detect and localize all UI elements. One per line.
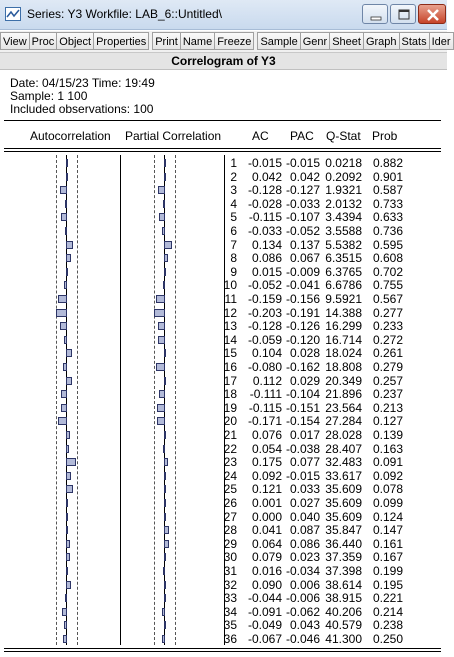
- qstat-cell: 9.5921: [325, 292, 362, 306]
- ac-bar: [64, 621, 67, 629]
- pac-cell: 0.077: [289, 455, 320, 470]
- qstat-cell: 5.5382: [325, 237, 362, 252]
- ac-bar: [66, 458, 76, 466]
- pac-bar: [162, 635, 165, 643]
- prob-cell: 0.091: [372, 455, 403, 470]
- ac-header: AC: [252, 129, 269, 143]
- ac-bar: [66, 472, 71, 480]
- prob-cell: 0.147: [372, 523, 403, 538]
- ac-cell: -0.091: [247, 604, 282, 619]
- pac-header: PAC: [290, 129, 314, 143]
- prob-cell: 0.587: [372, 183, 403, 198]
- lag-cell: 19: [223, 400, 237, 415]
- ac-bar: [65, 227, 67, 235]
- lag-cell: 12: [223, 305, 237, 320]
- pac-bar: [164, 458, 168, 466]
- ac-bar: [60, 186, 67, 194]
- freeze-button[interactable]: Freeze: [214, 32, 254, 50]
- qstat-cell: 18.808: [325, 360, 362, 374]
- ac-bar: [63, 635, 67, 643]
- pac-cell: -0.107: [285, 210, 320, 225]
- sheet-button[interactable]: Sheet: [329, 32, 364, 50]
- lag-cell: 17: [223, 373, 237, 388]
- genr-button[interactable]: Genr: [300, 32, 330, 50]
- qstat-cell: 6.6786: [325, 278, 362, 293]
- pac-cell: -0.151: [285, 400, 320, 415]
- ac-bar: [65, 594, 67, 602]
- ac-bar: [66, 540, 70, 548]
- prob-cell: 0.195: [372, 577, 403, 592]
- close-icon: [419, 5, 447, 25]
- ac-bar: [66, 445, 69, 453]
- sample-line: Sample: 1 100: [10, 89, 88, 103]
- ac-bar: [66, 349, 72, 357]
- prob-cell: 0.633: [372, 210, 403, 225]
- stats-button[interactable]: Stats: [399, 32, 430, 50]
- ac-cell: -0.203: [247, 305, 282, 320]
- pac-bar: [154, 309, 165, 317]
- pac-cell: 0.067: [289, 251, 320, 266]
- prob-cell: 0.567: [372, 292, 403, 306]
- ident-button[interactable]: Ider: [429, 32, 454, 50]
- pac-cell: -0.038: [285, 441, 320, 456]
- ac-cell: -0.028: [247, 196, 282, 211]
- ac-bar: [62, 608, 67, 616]
- pac-cell: -0.127: [285, 183, 320, 198]
- prob-cell: 0.078: [372, 482, 403, 497]
- ac-bar: [64, 336, 67, 344]
- lag-cell: 25: [223, 482, 237, 497]
- pac-cell: 0.042: [289, 169, 320, 184]
- prob-cell: 0.199: [372, 564, 403, 578]
- qstat-cell: 38.614: [325, 577, 362, 592]
- prob-cell: 0.250: [372, 632, 403, 646]
- pac-bar: [158, 336, 165, 344]
- prob-cell: 0.257: [372, 373, 403, 388]
- pac-cell: -0.034: [285, 564, 320, 578]
- ac-cell: -0.067: [247, 632, 282, 646]
- pac-cell: 0.027: [289, 496, 320, 510]
- ac-bar: [66, 581, 71, 589]
- toolbar: [0, 31, 451, 53]
- ac-bar: [66, 485, 73, 493]
- prob-cell: 0.099: [372, 496, 403, 510]
- lag-cell: 29: [223, 536, 237, 551]
- pac-cell: -0.041: [285, 278, 320, 293]
- pac-bar: [164, 254, 168, 262]
- pac-bar: [163, 200, 165, 208]
- lag-cell: 34: [223, 604, 237, 619]
- qstat-cell: 2.0132: [325, 196, 362, 211]
- prob-header: Prob: [372, 129, 398, 143]
- prob-cell: 0.595: [372, 237, 403, 252]
- ac-cell: 0.079: [251, 550, 282, 565]
- pac-bar: [164, 159, 166, 167]
- ac-cell: -0.059: [247, 332, 282, 347]
- ac-bar: [66, 567, 68, 575]
- qstat-cell: 27.284: [325, 414, 362, 429]
- qstat-cell: 18.024: [325, 346, 362, 361]
- ac-cell: -0.080: [247, 360, 282, 374]
- pac-cell: -0.006: [285, 591, 320, 606]
- pac-bar: [158, 322, 165, 330]
- partial-correlation-graph: [145, 155, 185, 645]
- pac-cell: -0.104: [285, 387, 320, 402]
- pac-cell: 0.033: [289, 482, 320, 497]
- lag-cell: 23: [223, 455, 237, 470]
- qstat-cell: 41.300: [325, 632, 362, 646]
- ac-cell: 0.041: [251, 523, 282, 538]
- ac-bar: [66, 499, 68, 507]
- prob-cell: 0.755: [372, 278, 403, 293]
- prob-cell: 0.272: [372, 332, 403, 347]
- prob-cell: 0.213: [372, 400, 403, 415]
- prob-cell: 0.163: [372, 441, 403, 456]
- sample-button[interactable]: Sample: [257, 32, 300, 50]
- lag-cell: 11: [224, 292, 237, 306]
- pac-confidence-upper: [175, 155, 176, 645]
- pac-cell: 0.040: [289, 509, 320, 524]
- qstat-cell: 35.847: [325, 523, 362, 538]
- pac-cell: -0.120: [285, 332, 320, 347]
- pac-bar: [164, 526, 169, 534]
- lag-cell: 27: [223, 509, 237, 524]
- qstat-cell: 23.564: [325, 400, 362, 415]
- qstat-cell: 33.617: [325, 468, 362, 483]
- pac-bar: [164, 173, 166, 181]
- lag-cell: 14: [223, 332, 237, 347]
- ac-cell: -0.128: [247, 319, 282, 334]
- ac-bar: [60, 322, 67, 330]
- qstat-cell: 14.388: [325, 305, 362, 320]
- lag-cell: 16: [223, 360, 237, 374]
- ac-confidence-lower: [56, 155, 57, 645]
- prob-cell: 0.279: [372, 360, 403, 374]
- ac-cell: -0.044: [247, 591, 282, 606]
- ac-confidence-upper: [77, 155, 78, 645]
- qstat-cell: 40.579: [325, 618, 362, 633]
- ac-cell: 0.092: [251, 468, 282, 483]
- pac-bar: [164, 513, 166, 521]
- pac-bar: [164, 377, 166, 385]
- ac-cell: 0.042: [251, 169, 282, 184]
- prob-cell: 0.233: [372, 319, 403, 334]
- lag-cell: 8: [230, 251, 237, 266]
- lag-cell: 18: [223, 387, 237, 402]
- ac-cell: -0.128: [247, 183, 282, 198]
- pac-cell: -0.033: [285, 196, 320, 211]
- pac-cell: -0.156: [285, 292, 320, 306]
- lag-cell: 2: [230, 169, 237, 184]
- ac-cell: 0.121: [251, 482, 282, 497]
- ac-cell: -0.159: [247, 292, 282, 306]
- ac-bar: [66, 241, 73, 249]
- properties-button[interactable]: Properties: [93, 32, 149, 50]
- prob-cell: 0.238: [372, 618, 403, 633]
- pac-cell: -0.052: [285, 224, 320, 238]
- ac-cell: 0.016: [251, 564, 282, 578]
- ac-bar: [66, 377, 72, 385]
- pac-cell: 0.137: [289, 237, 320, 252]
- ac-bar: [66, 173, 68, 181]
- pac-bar: [164, 431, 166, 439]
- prob-cell: 0.167: [372, 550, 403, 565]
- ac-cell: 0.064: [251, 536, 282, 551]
- lag-cell: 35: [223, 618, 237, 633]
- pac-bar: [164, 540, 169, 548]
- prob-cell: 0.882: [372, 156, 403, 170]
- ac-cell: 0.000: [251, 509, 282, 524]
- ac-cell: -0.052: [247, 278, 282, 293]
- qstat-cell: 35.609: [325, 496, 362, 510]
- ac-bar: [66, 254, 71, 262]
- pac-cell: -0.062: [285, 604, 320, 619]
- qstat-cell: 16.299: [325, 319, 362, 334]
- line-chart-icon: [5, 7, 21, 21]
- lag-cell: 28: [223, 523, 237, 538]
- lag-cell: 3: [230, 183, 237, 198]
- lag-cell: 7: [230, 237, 237, 252]
- prob-cell: 0.221: [372, 591, 403, 606]
- lag-cell: 26: [223, 496, 237, 510]
- qstat-cell: 37.359: [325, 550, 362, 565]
- header-rule-1: [4, 148, 441, 149]
- pac-bar: [164, 268, 166, 276]
- pac-cell: -0.154: [285, 414, 320, 429]
- lag-cell: 1: [230, 156, 237, 170]
- lag-cell: 24: [223, 468, 237, 483]
- qstat-cell: 35.609: [325, 509, 362, 524]
- pac-bar: [156, 363, 165, 371]
- lag-cell: 32: [223, 577, 237, 592]
- object-button[interactable]: Object: [56, 32, 94, 50]
- window-title: Series: Y3 Workfile: LAB_6::Untitled\: [27, 7, 222, 21]
- bottom-rule-1: [4, 648, 441, 649]
- lag-cell: 5: [230, 210, 237, 225]
- pac-cell: -0.015: [285, 156, 320, 170]
- prob-cell: 0.139: [372, 428, 403, 442]
- pac-cell: 0.023: [289, 550, 320, 565]
- print-button[interactable]: Print: [152, 32, 181, 50]
- lag-cell: 36: [223, 632, 237, 646]
- ac-cell: -0.171: [247, 414, 282, 429]
- pac-cell: 0.017: [289, 428, 320, 442]
- lag-cell: 10: [223, 278, 237, 293]
- ac-bar: [66, 513, 68, 521]
- pac-cell: -0.126: [285, 319, 320, 334]
- ac-cell: 0.054: [251, 441, 282, 456]
- date-line: Date: 04/15/23 Time: 19:49: [10, 76, 155, 90]
- prob-cell: 0.608: [372, 251, 403, 266]
- prob-cell: 0.702: [372, 264, 403, 279]
- observations-line: Included observations: 100: [10, 102, 154, 116]
- pac-bar: [163, 567, 165, 575]
- prob-cell: 0.237: [372, 387, 403, 402]
- pac-bar: [163, 281, 165, 289]
- partial-correlation-header: Partial Correlation: [125, 129, 222, 143]
- maximize-icon: [391, 5, 417, 25]
- prob-cell: 0.261: [372, 346, 403, 361]
- bottom-rule-2: [4, 651, 441, 652]
- table-caption: Correlogram of Y3: [0, 53, 447, 70]
- qstat-cell: 36.440: [325, 536, 362, 551]
- prob-cell: 0.214: [372, 604, 403, 619]
- qstat-cell: 0.2092: [325, 169, 362, 184]
- view-button[interactable]: View: [0, 32, 30, 50]
- pac-bar: [158, 186, 165, 194]
- qstat-cell: 20.349: [325, 373, 362, 388]
- pac-bar: [164, 472, 166, 480]
- minimize-button[interactable]: [362, 4, 388, 24]
- pac-bar: [164, 349, 166, 357]
- lag-cell: 6: [230, 224, 237, 238]
- pac-bar: [164, 553, 166, 561]
- lag-cell: 31: [223, 564, 237, 578]
- ac-cell: 0.076: [251, 428, 282, 442]
- pac-bar: [164, 581, 166, 589]
- prob-cell: 0.901: [372, 169, 403, 184]
- autocorrelation-graph: [47, 155, 87, 645]
- header-rule-2: [4, 151, 441, 152]
- ac-bar: [66, 431, 70, 439]
- ac-cell: -0.115: [248, 400, 282, 415]
- ac-bar: [58, 417, 67, 425]
- ac-bar: [56, 309, 67, 317]
- ac-bar: [58, 295, 67, 303]
- qstat-cell: 3.4394: [325, 210, 362, 225]
- ac-bar: [63, 363, 67, 371]
- qstat-cell: 35.609: [325, 482, 362, 497]
- ac-bar: [61, 404, 67, 412]
- prob-cell: 0.733: [372, 196, 403, 211]
- lag-cell: 33: [223, 591, 237, 606]
- ac-cell: 0.001: [251, 496, 282, 510]
- lag-cell: 13: [223, 319, 237, 334]
- qstat-cell: 3.5588: [325, 224, 362, 238]
- ac-cell: -0.015: [247, 156, 282, 170]
- pac-bar: [159, 390, 165, 398]
- ac-cell: 0.015: [251, 264, 282, 279]
- ac-bar: [66, 159, 68, 167]
- qstat-cell: 38.915: [325, 591, 362, 606]
- close-button[interactable]: [418, 4, 446, 24]
- ac-bar: [61, 213, 67, 221]
- prob-cell: 0.277: [372, 305, 403, 320]
- prob-cell: 0.127: [372, 414, 403, 429]
- ac-cell: -0.033: [247, 224, 282, 238]
- ac-bar: [66, 553, 70, 561]
- pac-bar: [157, 417, 165, 425]
- lag-cell: 30: [223, 550, 237, 565]
- prob-cell: 0.161: [372, 536, 403, 551]
- pac-cell: 0.087: [289, 523, 320, 538]
- autocorrelation-header: Autocorrelation: [30, 129, 111, 143]
- ac-bar: [64, 281, 67, 289]
- pac-cell: 0.006: [289, 577, 320, 592]
- qstat-cell: 28.407: [325, 441, 362, 456]
- pac-bar: [164, 594, 166, 602]
- pac-bar: [163, 445, 165, 453]
- ac-cell: 0.175: [251, 455, 282, 470]
- ac-cell: -0.049: [247, 618, 282, 633]
- pac-bar: [159, 213, 165, 221]
- qstat-cell: 32.483: [325, 455, 362, 470]
- top-rule: [4, 120, 441, 121]
- pac-cell: -0.015: [285, 468, 320, 483]
- prob-cell: 0.124: [372, 509, 403, 524]
- ac-cell: 0.134: [251, 237, 282, 252]
- pac-cell: 0.028: [289, 346, 320, 361]
- lag-cell: 9: [230, 264, 237, 279]
- pac-cell: -0.191: [285, 305, 320, 320]
- qstat-cell: 28.028: [325, 428, 362, 442]
- maximize-button[interactable]: [390, 4, 416, 24]
- lag-cell: 21: [223, 428, 237, 442]
- ac-bar: [61, 390, 67, 398]
- pac-bar: [164, 621, 166, 629]
- title-bar: [0, 0, 447, 30]
- pac-confidence-lower: [154, 155, 155, 645]
- pac-bar: [164, 241, 172, 249]
- pac-cell: -0.046: [285, 632, 320, 646]
- qstat-cell: 16.714: [325, 332, 362, 347]
- qstat-cell: 6.3515: [325, 251, 362, 266]
- lag-cell: 22: [223, 441, 237, 456]
- pac-cell: -0.009: [285, 264, 320, 279]
- ac-cell: -0.115: [248, 210, 282, 225]
- ac-bar: [66, 268, 68, 276]
- ac-bar: [66, 526, 68, 534]
- pac-bar: [164, 485, 166, 493]
- prob-cell: 0.736: [372, 224, 403, 238]
- graph-button[interactable]: Graph: [363, 32, 400, 50]
- ac-cell: 0.112: [252, 373, 282, 388]
- ac-cell: 0.086: [251, 251, 282, 266]
- ac-cell: -0.111: [249, 387, 282, 402]
- qstat-cell: 37.398: [325, 564, 362, 578]
- pac-bar: [156, 295, 165, 303]
- lag-cell: 4: [230, 196, 237, 211]
- qstat-header: Q-Stat: [326, 129, 361, 143]
- qstat-cell: 6.3765: [325, 264, 362, 279]
- pac-cell: 0.043: [289, 618, 320, 633]
- qstat-cell: 0.0218: [325, 156, 362, 170]
- pac-bar: [162, 608, 165, 616]
- pac-cell: -0.162: [285, 360, 320, 374]
- pac-cell: 0.029: [289, 373, 320, 388]
- ac-cell: 0.090: [251, 577, 282, 592]
- qstat-cell: 40.206: [325, 604, 362, 619]
- pac-bar: [162, 227, 165, 235]
- minimize-icon: [363, 5, 389, 25]
- ac-bar: [65, 200, 67, 208]
- prob-cell: 0.092: [372, 468, 403, 483]
- qstat-cell: 21.896: [325, 387, 362, 402]
- column-separator-1: [120, 155, 121, 645]
- pac-bar: [164, 499, 166, 507]
- ac-cell: 0.104: [251, 346, 282, 361]
- qstat-cell: 1.9321: [325, 183, 362, 198]
- name-button[interactable]: Name: [180, 32, 215, 50]
- proc-button[interactable]: Proc: [29, 32, 58, 50]
- lag-cell: 20: [223, 414, 237, 429]
- lag-cell: 15: [223, 346, 237, 361]
- pac-bar: [157, 404, 165, 412]
- pac-cell: 0.086: [289, 536, 320, 551]
